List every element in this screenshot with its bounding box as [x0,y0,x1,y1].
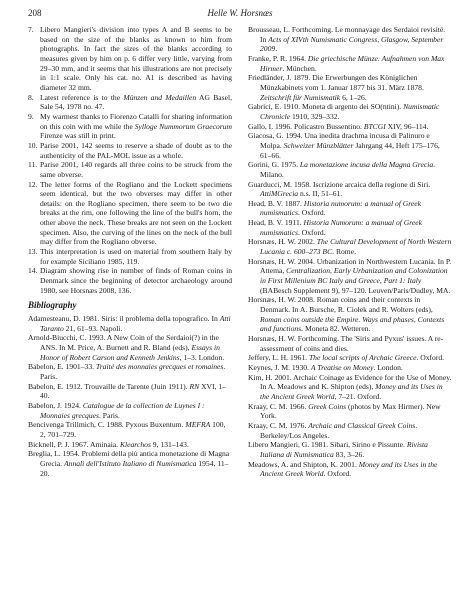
bibliography-heading: Bibliography [28,300,77,311]
page-number: 208 [28,8,42,18]
bibliography-entry: Horsnæs, H. W. 2002. The Cultural Development of North Western Lucania c. 600–273 BC. Rome. [248,237,452,257]
bibliography-entry: Keynes, J. M. 1930. A Treatise on Money. London. [248,362,403,372]
endnote-number: 11. [28,160,38,170]
bibliography-entry: Kim, H. 2001. Archaic Coinage as Evidence for the Use of Money. In A. Meadows and K. Shipton (eds), Money and its Uses in the Ancient Greek World, 7–21. Oxford. [248,372,452,401]
bibliography-entry: Libero Mangieri, G. 1981. Sibari, Sirino e Pissunte. Rivista Italiana di Numismatica 83, 3–26. [248,440,428,459]
bibliography-entry: Kraay, C. M. 1966. Greek Coins (photos by Max Hirmer). New York. [248,401,441,421]
endnote-text: Parise 2001, 142 seems to reserve a shade of doubt as to the authenticity of the PAL-MOL issue as a whole. [40,140,232,160]
endnote-text: Latest reference is to the Münzen and Medaillen AG Basel, Sale 54, 1978 no. 47. [40,92,232,112]
bibliography-entry: Franke, P. R. 1964. Die griechische Münze. Aufnahmen von Max Hirmer. München. [248,53,445,73]
right-column [248,25,452,479]
bibliography-entry: Brousseau, L. Forthcoming. Le monnayage des Serdaioi revisité. In Acts of XIVth Numismatic Congress, Glasgow, September 2009. [248,25,446,54]
endnote-number: 13. [28,247,38,257]
endnote-number: 10. [28,140,38,150]
bibliography-entry: Breglia, L. 1954. Problemi della più antica monetazione di Magna Grecia. Annali dell'Istituto Italiano di Numismatica 1954, 11–20. [28,449,230,478]
endnote [28,266,232,295]
endnote-number: 8. [28,92,34,102]
bibliography-entry: Babelon, E. 1912. Trouvaille de Tarente (Juin 1911). RN XVI, 1–40. [28,381,226,401]
bibliography-entry: Gorini, G. 1975. La monetazione incusa della Magna Grecia. Milano. [248,160,436,179]
endnote-text: My warmest thanks to Fiorenzo Catalli for sharing information on this coin with me while the Sylloge Nummorum Graecorum Firenze was still in print. [40,111,232,141]
bibliography-entry: Friedländer, J. 1879. Die Erwerbungen des Königlichen Münzkabinets vom 1. Januar 1877 bis 31. März 1878. Zeitschrift für Numismatik 6, 1–26. [248,73,424,102]
bibliography-entry: Adamesteanu, D. 1981. Siris: il problema della topografico. In Atti Taranto 21, 61–93. Napoli. [28,314,231,333]
bibliography-entry: Babelon, E. 1901–33. Traité des monnaies grecques et romaines. Paris. [28,362,226,381]
two-column-body [28,25,452,479]
page-header [28,8,452,22]
bibliography-entry: Giacosa, G. 1994. Una inedita drachma incusa di Palinuro e Molpa. Schweizer Münzblätter Jahrgang 44, Heft 175–176, 61–66. [248,131,440,160]
bibliography-list-right [248,25,452,479]
endnote-text: Parise 2001, 140 regards all three coins to be struck from the same obverse. [40,160,232,179]
bibliography-entry: Head, B. V. 1911. Historia Numorum: a manual of Greek numismatics. Oxford. [248,218,423,237]
bibliography-entry: Guarducci, M. 1958. Iscrizione arcaica della regione di Siri. AttiMGrecia n.s. II, 51–61. [248,179,431,199]
bibliography-entry: Kraay, C. M. 1976. Archaic and Classical Greek Coins. Berkeley/Los Angeles. [248,420,418,440]
endnote-text: Libero Mangieri's division into types A and B seems to be based on the size of the blanks as known to him from photographs. In fact the sizes of the blanks according to measures given by him on p. 6 differ very little, varying from 29–30 mm, and it seems that his illustrations are not precisely in 1:1 scale. Only his cat. no. A1 is described as having diameter 32 mm. [40,25,232,92]
endnote [28,160,232,179]
endnote-text: This interpretation is used on material from southern Italy by for example Siciliano 1985, 119. [40,247,232,266]
bibliography-entry: Arnold-Biucchi, C. 1993. A New Coin of the Serdaioi(?) in the ANS. In M. Price, A. Burnett and R. Bland (eds), Essays in Honor of Robert Carson and Kenneth Jenkins, 1–3. London. [28,333,225,362]
endnote-text: Diagram showing rise in number of finds of Roman coins in Denmark since the beginning of detector archaeology around 1980, see Horsnæs 2008, 136. [40,266,232,295]
endnote-number: 9. [28,111,34,121]
bibliography-list-left [28,314,232,478]
left-column [28,25,232,479]
bibliography-entry: Bencivenga Trillmich, C. 1988. Pyxous Buxentum. MEFRA 100, 2, 701–729. [28,420,226,439]
endnote [28,93,232,112]
endnote-text: The letter forms of the Rogliano and the Lockett specimens seem identical, but the two obverses may differ in other details: on the Rogliano specimen, there seem to be two die breaks at the rim, one following the line of the bull's horn, the other above the neck. These breaks are not seen on the Lockett specimen. Also, the curving of the lines on the neck of the bull may differ from the Rogliano obverse. [40,179,232,247]
endnote-number: 14. [28,266,38,276]
endnote [28,141,232,160]
bibliography-entry: Horsnæs, H. W. Forthcoming. The 'Siris and Pyxus' issues. A re-assessment of coins and dies. [248,334,444,353]
bibliography-entry: Head, B. V. 1887. Historia numorum: a manual of Greek numismatics. Oxford. [248,198,422,218]
bibliography-entry: Bicknell, P. J. 1967. Aminaia. Klearchos 9, 131–143. [28,439,189,449]
bibliography-entry: Gabrici, E. 1910. Moneta di argento dei SO(ntini). Numismatic Chronicle 1910, 329–332. [248,102,440,121]
bibliography-entry: Babelon, J. 1924. Catalogue de la collection de Luynes I : Monnaies grecques. Paris. [28,400,205,420]
bibliography-entry: Horsnæs, H. W. 2008. Roman coins and their contexts in Denmark. In A. Bursche, R. Ciołek and R. Wolters (eds), Roman coins outside the Empire. Ways and phases, Contexts and functions. Moneta 82. Wetteren. [248,295,445,334]
running-title: Helle W. Horsnæs [207,8,273,18]
bibliography-entry: Gallo, I. 1996. Policastro Bussentino. BTCGI XIV, 96–114. [248,121,429,131]
endnote [28,112,232,141]
bibliography-entry: Horsnæs, H. W. 2004. Urbanization in Northwestern Lucania. In P. Attema, Centralization, Early Urbanization and Colonization in First Millenium BC Italy and Greece, Part 1: Italy (BABesch Supplement 9), 97–120. Leuven/Paris/Dudley, MA. [248,256,452,295]
endnote-number: 12. [28,179,38,189]
endnote [28,25,232,93]
endnote [28,247,232,266]
endnote-number: 7. [28,25,34,34]
endnote [28,180,232,248]
bibliography-entry: Jeffery, L. H. 1961. The local scripts of Archaic Greece. Oxford. [248,353,445,363]
bibliography-entry: Meadows, A. and Shipton, K. 2001. Money and its Uses in the Ancient Greek World. Oxford. [248,459,438,479]
endnotes-list [28,25,232,295]
